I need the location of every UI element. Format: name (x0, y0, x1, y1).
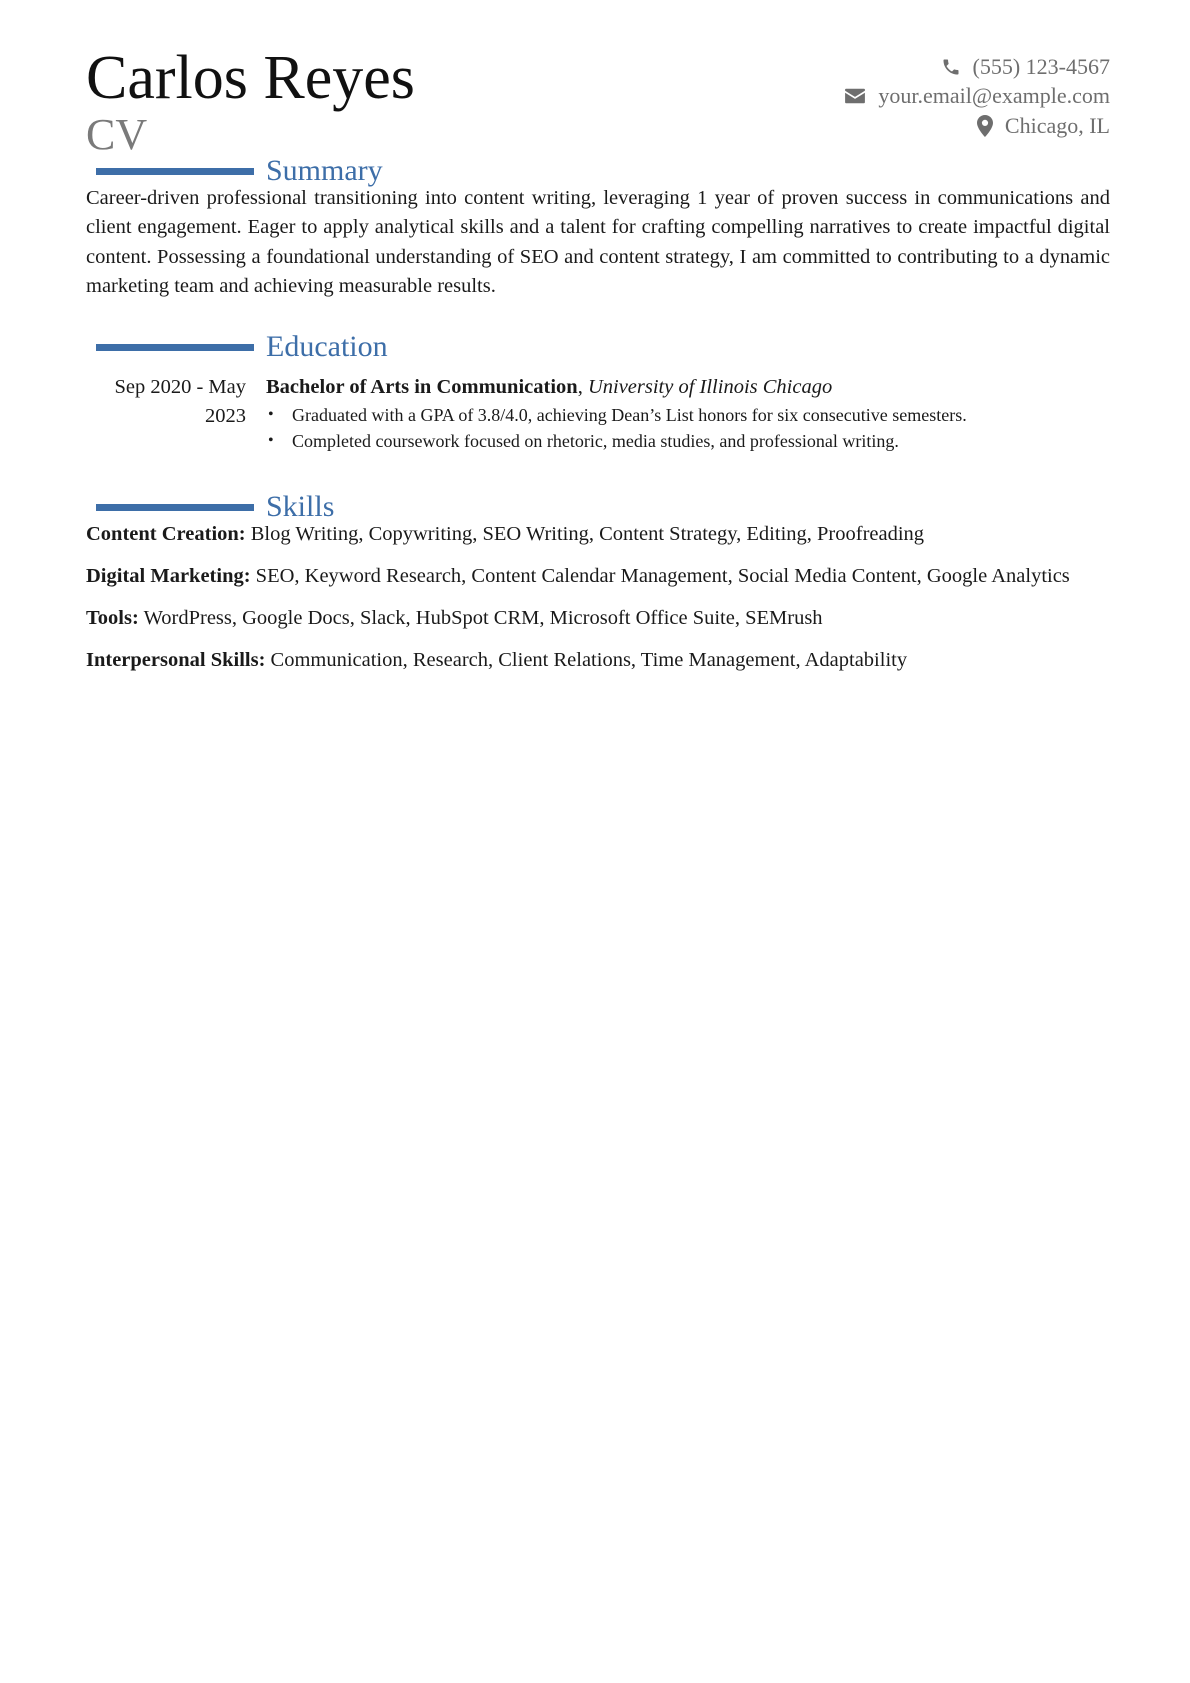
education-title-line (266, 373, 1086, 402)
skills-list (86, 520, 1116, 688)
section-title: Summary (266, 154, 383, 187)
contact-block (844, 52, 1110, 141)
skill-group (86, 562, 1116, 591)
contact-email-row (844, 82, 1110, 112)
section-accent-bar (96, 504, 254, 511)
skill-group-items: Blog Writing, Copywriting, SEO Writing, Content Strategy, Editing, Proofreading (250, 523, 925, 545)
skills-heading (96, 490, 334, 524)
phone-icon (941, 57, 961, 77)
map-pin-icon (977, 115, 993, 137)
contact-phone: (555) 123-4567 (972, 53, 1110, 79)
education-date: Sep 2020 - May 2023 (114, 376, 246, 427)
skill-group-items: WordPress, Google Docs, Slack, HubSpot CRM, Microsoft Office Suite, SEMrush (143, 606, 823, 629)
document-subtitle: CV (86, 110, 148, 159)
skill-group-items: Communication, Research, Client Relations, Time Management, Adaptability (270, 648, 908, 671)
skill-group-label: Digital Marketing: (86, 564, 251, 587)
summary-heading (96, 154, 383, 188)
candidate-name: Carlos Reyes (86, 44, 415, 112)
section-accent-bar (96, 344, 254, 351)
summary-text: Career-driven professional transitioning into content writing, leveraging 1 year of proven success in communications and client engagement. Eager to apply analytical skills and a talent for crafting compelling narratives to create impactful digital content. Possessing a foundational understanding of SEO and content strategy, I am committed to contributing to a dynamic marketing team and achieving measurable results. (86, 187, 1110, 298)
education-heading (96, 330, 388, 364)
skill-group (86, 604, 1116, 633)
contact-location-row (844, 111, 1110, 141)
skill-group-label: Content Creation: (86, 523, 246, 545)
education-separator: , (577, 376, 588, 398)
skill-group-label: Tools: (86, 606, 139, 629)
section-accent-bar (96, 168, 254, 175)
contact-email: your.email@example.com (878, 83, 1110, 109)
education-bullet: • Completed coursework focused on rhetoric, media studies, and professional writing. (266, 428, 1086, 454)
education-bullet: • Graduated with a GPA of 3.8/4.0, achieving Dean’s List honors for six consecutive semesters. (266, 402, 1086, 428)
education-school: University of Illinois Chicago (587, 376, 833, 398)
skill-group-items: SEO, Keyword Research, Content Calendar Management, Social Media Content, Google Analytics (255, 564, 1070, 587)
education-entry (266, 373, 1086, 454)
education-bullets (266, 402, 1086, 454)
section-title: Skills (266, 490, 335, 523)
envelope-icon (844, 87, 866, 105)
contact-phone-row (844, 52, 1110, 82)
skill-group (86, 520, 1116, 549)
section-title: Education (266, 330, 388, 363)
skill-group (86, 646, 1116, 675)
skill-group-label: Interpersonal Skills: (86, 648, 266, 671)
contact-location: Chicago, IL (1004, 112, 1110, 138)
education-degree: Bachelor of Arts in Communication (266, 376, 578, 398)
